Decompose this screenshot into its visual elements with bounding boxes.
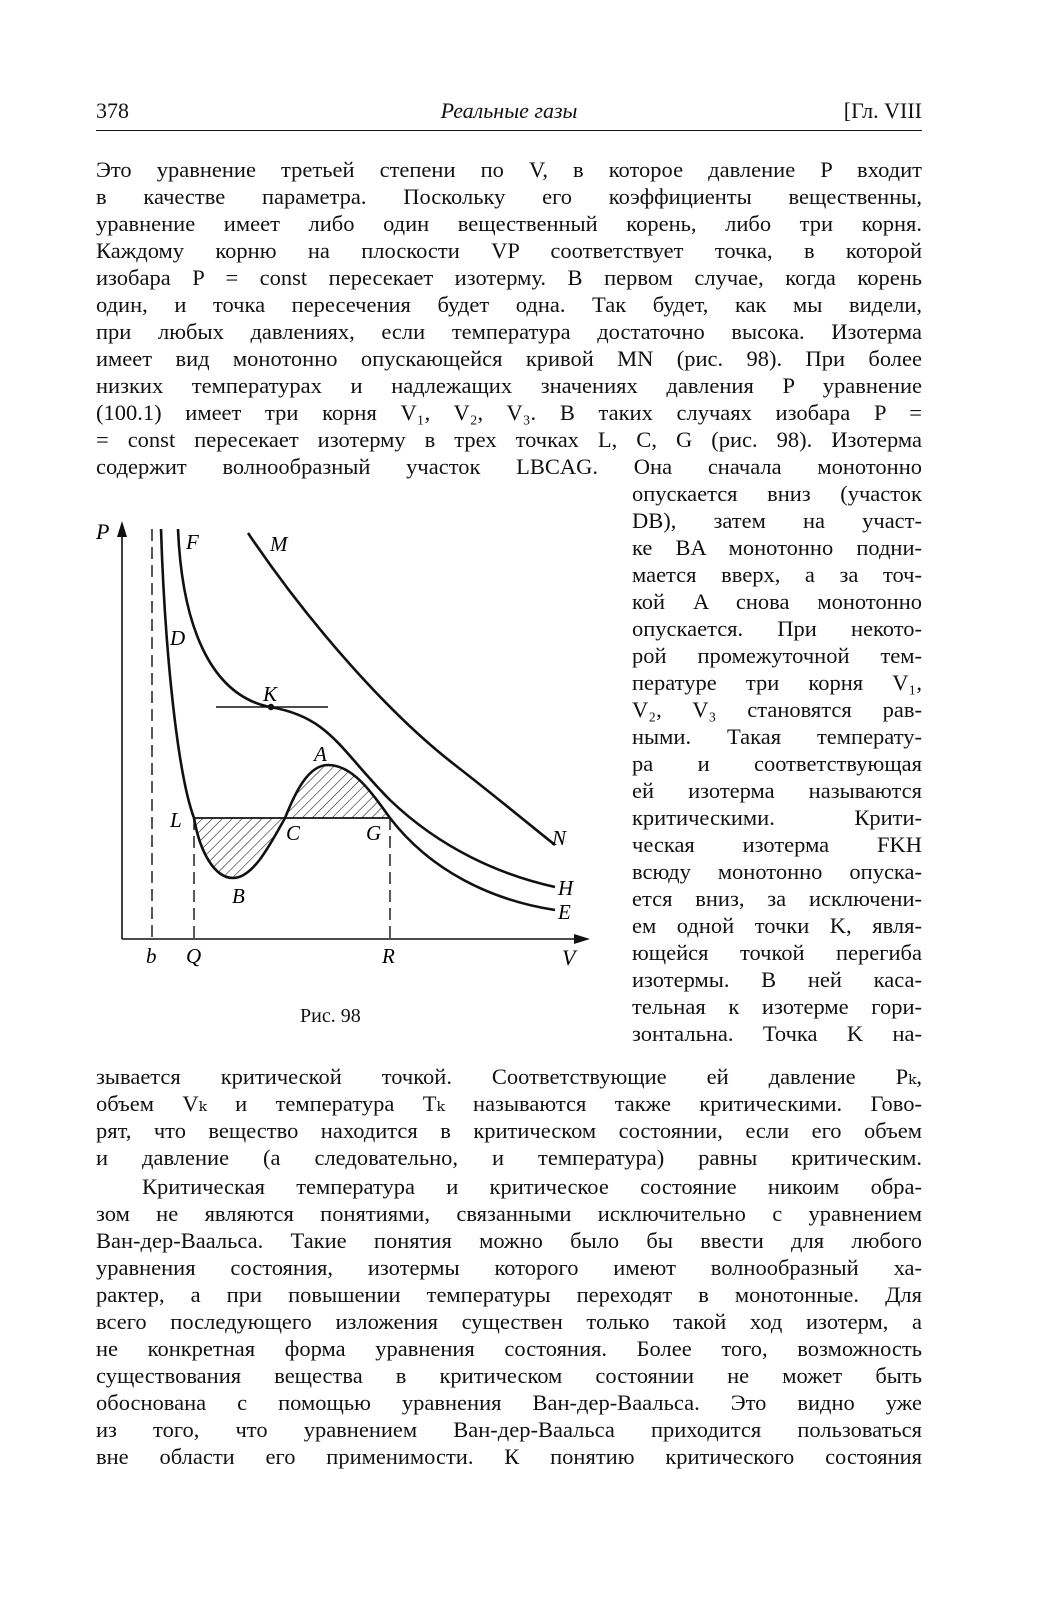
label-a: A [314,742,327,766]
text-line: Каждому корню на плоскости VP соответствует точка, в которой [96,238,922,263]
text-line: существования вещества в критическом состоянии не может быть [96,1363,922,1388]
text-line: всего последующего изложения существен только такой ход изотерм, а [96,1309,922,1334]
label-n: N [552,826,567,850]
label-b-point: B [232,884,245,908]
running-header [96,96,922,131]
side-text-line: ческая изотерма FKH [632,832,922,857]
text-line: содержит волнообразный участок LBCAG. Она сначала монотонно [96,454,922,479]
side-text-line: ей изотерма называются [632,778,922,803]
side-text-line: ется вниз, за исключени- [632,886,922,911]
text-line: изобара P = const пересекает изотерму. В первом случае, когда корень [96,265,922,290]
text-line: уравнения состояния, изотермы которого имеют волнообразный ха- [96,1255,922,1280]
text-line: и давление (а следовательно, и температура) равны критическим. [96,1145,922,1170]
label-b: b [146,944,157,968]
side-text-line: опускается. При некото- [632,616,922,641]
label-p: P [96,519,110,544]
label-f: F [186,530,199,554]
text-line: не конкретная форма уравнения состояния. Более того, возможность [96,1336,922,1361]
text-line: при любых давлениях, если температура достаточно высока. Изотерма [96,319,922,344]
text-line: обоснована с помощью уравнения Ван-дер-Ваальса. Это видно уже [96,1390,922,1415]
axis-p-arrow [117,521,127,537]
side-text-line: ке BA монотонно подни- [632,535,922,560]
text-line: рактер, а при повышении температуры переходят в монотонные. Для [96,1282,922,1307]
text-line: (100.1) имеет три корня V₁, V₂, V₃. В таких случаях изобара P = [96,400,922,425]
text-line: зывается критической точкой. Соответствующие ей давление Pₖ, [96,1064,922,1089]
axis-v-arrow [574,934,590,944]
side-text-line: пературе три корня V₁, [632,670,922,695]
label-e: E [558,900,571,924]
text-line: один, и точка пересечения будет одна. Так будет, как мы видели, [96,292,922,317]
side-text-line: тельная к изотерме гори- [632,994,922,1019]
text-line: рят, что вещество находится в критическом состоянии, если его объем [96,1118,922,1143]
text-line: вне области его применимости. К понятию критического состояния [96,1444,922,1469]
page-number: 378 [96,98,129,123]
text-line: имеет вид монотонно опускающейся кривой MN (рис. 98). При более [96,346,922,371]
side-text-line: кой A снова монотонно [632,589,922,614]
text-line: = const пересекает изотерму в трех точках L, C, G (рис. 98). Изотерма [96,427,922,452]
side-text-line: DB), затем на участ- [632,508,922,533]
side-text-line: ющейся точкой перегиба [632,940,922,965]
label-k: K [263,682,278,706]
label-v: V [562,945,576,970]
running-title: Реальные газы [440,98,578,123]
side-text-line: ными. Такая температу- [632,724,922,749]
text-line: низких температурах и надлежащих значениях давления P уравнение [96,373,922,398]
side-text-line: опускается вниз (участок [632,481,922,506]
text-line: Это уравнение третьей степени по V, в которое давление P входит [96,157,922,182]
side-text-line: рой промежуточной тем- [632,643,922,668]
figure-98 [90,515,600,1030]
text-line: в качестве параметра. Поскольку его коэффициенты вещественны, [96,184,922,209]
label-m: M [270,532,288,556]
chapter-marker: [Гл. VIII [843,98,922,123]
label-h: H [558,876,574,900]
text-line: объем Vₖ и температура Tₖ называются также критическими. Гово- [96,1091,922,1116]
text-line: уравнение имеет либо один вещественный корень, либо три корня. [96,211,922,236]
label-d: D [170,626,186,650]
side-text-line: ра и соответствующая [632,751,922,776]
side-text-line: зонтальна. Точка K на- [632,1021,922,1046]
text-line: зом не являются понятиями, связанными исключительно с уравнением [96,1201,922,1226]
text-line: Критическая температура и критическое состояние никоим обра- [142,1174,922,1199]
side-text-line: всюду монотонно опуска- [632,859,922,884]
label-r: R [382,944,395,968]
side-text-line: ем одной точки K, явля- [632,913,922,938]
label-q: Q [186,944,202,968]
label-l: L [170,808,182,832]
side-text-line: критическими. Крити- [632,805,922,830]
figure-caption: Рис. 98 [300,1005,361,1027]
hatch-upper [285,765,390,818]
hatch-lower [194,818,285,878]
side-text-line: мается вверх, а за точ- [632,562,922,587]
side-text-line: V₂, V₃ становятся рав- [632,697,922,722]
text-line: из того, что уравнением Ван-дер-Ваальса приходится пользоваться [96,1417,922,1442]
isotherms-diagram [90,515,600,1030]
label-c: C [286,821,301,845]
side-text-line: изотермы. В ней каса- [632,967,922,992]
label-g: G [366,821,382,845]
text-line: Ван-дер-Ваальса. Такие понятия можно было бы ввести для любого [96,1228,922,1253]
